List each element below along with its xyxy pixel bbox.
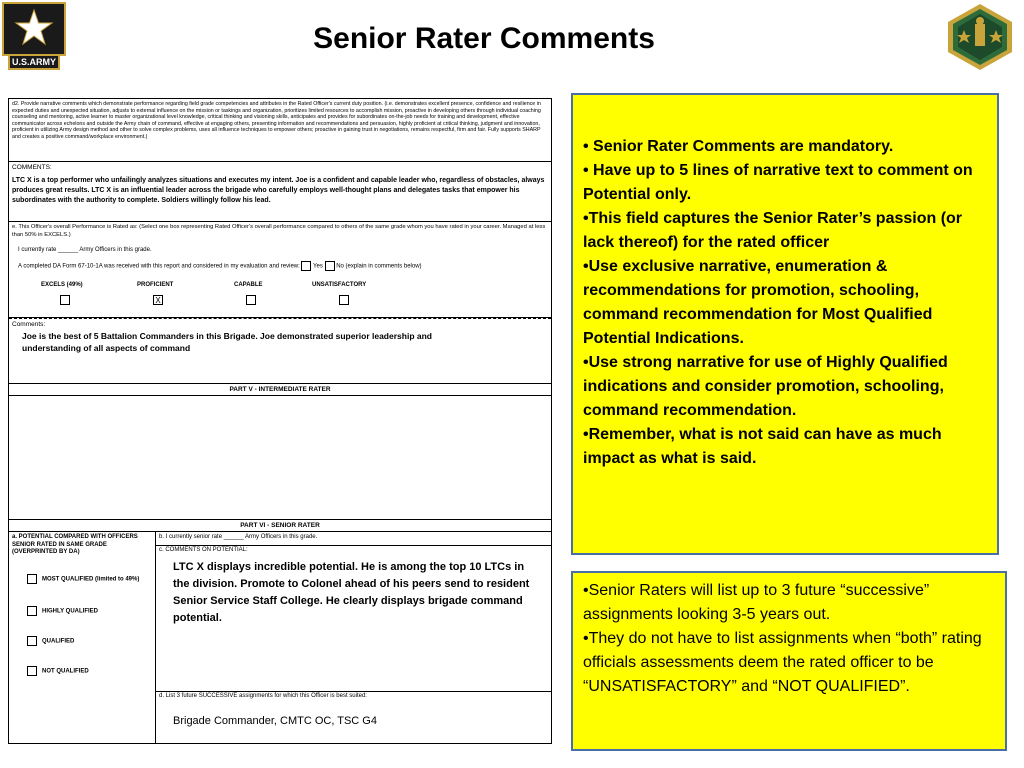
box1-item: •Remember, what is not said can have as much impact as what is said. — [583, 426, 942, 467]
most-qualified-checkbox[interactable] — [27, 574, 37, 584]
potential-option-highly — [27, 606, 152, 636]
comments-section — [9, 162, 551, 222]
assignments-note-box — [571, 571, 1007, 751]
potential-option-qualified — [27, 636, 152, 666]
no-checkbox[interactable] — [325, 261, 335, 271]
potential-option-not — [27, 666, 152, 696]
rating-label-proficient: PROFICIENT — [137, 282, 174, 288]
potential-label: a. POTENTIAL COMPARED WITH OFFICERS SENIOR RATED IN SAME GRADE (OVERPRINTED BY DA) — [12, 534, 138, 555]
comments2-section — [9, 318, 551, 384]
page-title: Senior Rater Comments — [313, 22, 655, 55]
d2-section — [9, 99, 551, 162]
not-qualified-checkbox[interactable] — [27, 666, 37, 676]
qualified-label: QUALIFIED — [42, 638, 75, 645]
box1-item: •Use exclusive narrative, enumeration & recommendations for promotion, schooling, command recommendation for Most Qualified Potential Indications. — [583, 258, 933, 347]
yes-label: Yes — [313, 263, 323, 270]
currently-rate-text: I currently rate ______ Army Officers in this grade. — [18, 247, 152, 253]
performance-label: e. This Officer's overall Performance is Rated as: (Select one box representing Rated Officer's overall performance compared to others of the same grade whom you have rated in your career. Managed at less than 50% in EXCELS.) — [12, 224, 546, 238]
potential-comments-section — [156, 546, 551, 692]
potential-options — [27, 574, 152, 696]
most-qualified-label: MOST QUALIFIED (limited to 49%) — [42, 576, 140, 583]
army-emblem-icon — [942, 2, 1018, 72]
rating-options — [9, 282, 409, 314]
assignments-label: d. List 3 future SUCCESSIVE assignments for which this Officer is best suited: — [159, 693, 367, 699]
qualified-checkbox[interactable] — [27, 636, 37, 646]
box2-item: •Senior Raters will list up to 3 future “successive” assignments looking 3-5 years out. — [583, 582, 930, 623]
potential-comments-text: LTC X displays incredible potential. He is among the top 10 LTCs in the division. Promote to Colonel ahead of his peers send to resident Senior Service Staff College. He clearly displays brigade command potential. — [173, 561, 530, 624]
potential-option-most — [27, 574, 152, 606]
yes-checkbox[interactable] — [301, 261, 311, 271]
rating-label-excels: EXCELS (49%) — [41, 282, 83, 288]
performance-section — [9, 222, 551, 318]
potential-column — [9, 532, 156, 743]
senior-rate-count: b. I currently senior rate ______ Army Officers in this grade. — [156, 532, 551, 546]
rating-checkbox-proficient[interactable]: X — [153, 295, 163, 305]
comments2-text: Joe is the best of 5 Battalion Commanders in this Brigade. Joe demonstrated superior leadership and understanding of all aspects of command — [22, 331, 432, 353]
intermediate-rater-area — [9, 396, 551, 520]
completed-form-row — [18, 261, 548, 271]
box2-item: •They do not have to list assignments when “both” rating officials assessments deem the rated officer to be “UNSATISFACTORY” and “NOT QUALIFIED”. — [583, 630, 982, 695]
box1-item: •This field captures the Senior Rater’s passion (or lack thereof) for the rated officer — [583, 210, 963, 251]
comments2-label: Comments: — [12, 321, 46, 328]
box1-item: • Have up to 5 lines of narrative text to comment on Potential only. — [583, 162, 973, 203]
comments-label: COMMENTS: — [12, 164, 52, 171]
rating-checkbox-capable[interactable] — [246, 295, 256, 305]
d2-label: d2. Provide narrative comments which demonstrate performance regarding field grade competencies and attributes in the Rated Officer's current duty position. (i.e. demonstrates excellent presence, confidence and resilience in expected duties and unexpected situation, adjusts to external influence on the mission or taskings and organization, prioritizes limited resources to accomplish mission, proactive in developing others through individual coaching counseling and mentoring, active learner to master organizational level knowledge, critical thinking and visioning skills, anticipates and provides for subordinates on-the-job needs for training and development, effective communicator across echelons and outside the Army chain of command, effective at engaging others, presenting information and recommendations and persuasion, highly proficient at critical thinking, judgment and innovation, proficient in utilizing Army design method and other to solve complex problems, uses all influence techniques to empower others; proactive in gaining trust in negotiations, remains respectful, firm and fair. Fully supports SHARP and creates a positive command/workplace environment.) — [12, 101, 541, 140]
highly-qualified-label: HIGHLY QUALIFIED — [42, 608, 99, 615]
rating-checkbox-excels[interactable] — [60, 295, 70, 305]
no-label: No (explain in comments below) — [336, 263, 422, 270]
potential-comments-label: c. COMMENTS ON POTENTIAL: — [159, 547, 248, 553]
box1-item: • Senior Rater Comments are mandatory. — [583, 138, 894, 155]
mandatory-comments-box — [571, 93, 999, 555]
oer-form — [8, 98, 552, 744]
rating-label-capable: CAPABLE — [234, 282, 263, 288]
rating-checkbox-unsatisfactory[interactable] — [339, 295, 349, 305]
not-qualified-label: NOT QUALIFIED — [42, 668, 89, 675]
part5-header: PART V - INTERMEDIATE RATER — [9, 384, 551, 396]
part6-header: PART VI - SENIOR RATER — [9, 520, 551, 532]
army-logo-text: U.S.ARMY — [8, 54, 60, 70]
box1-item: •Use strong narrative for use of Highly Qualified indications and consider promotion, schooling, command recommendation. — [583, 354, 948, 419]
assignments-section — [156, 692, 551, 743]
highly-qualified-checkbox[interactable] — [27, 606, 37, 616]
assignments-text: Brigade Commander, CMTC OC, TSC G4 — [173, 715, 377, 727]
comments-text: LTC X is a top performer who unfailingly analyzes situations and executes my intent. Joe is a confident and capable leader who, regardless of obstacles, always produces great results. LTC X is an influential leader across the brigade who carefully employs well-thought plans and delegates tasks that empower his subordinates with the authority to complete. Soldiers willingly follow his lead. — [12, 177, 545, 204]
rating-label-unsatisfactory: UNSATISFACTORY — [312, 282, 367, 288]
completed-form-text: A completed DA Form 67-10-1A was received with this report and considered in my evaluation and review: — [18, 263, 300, 270]
